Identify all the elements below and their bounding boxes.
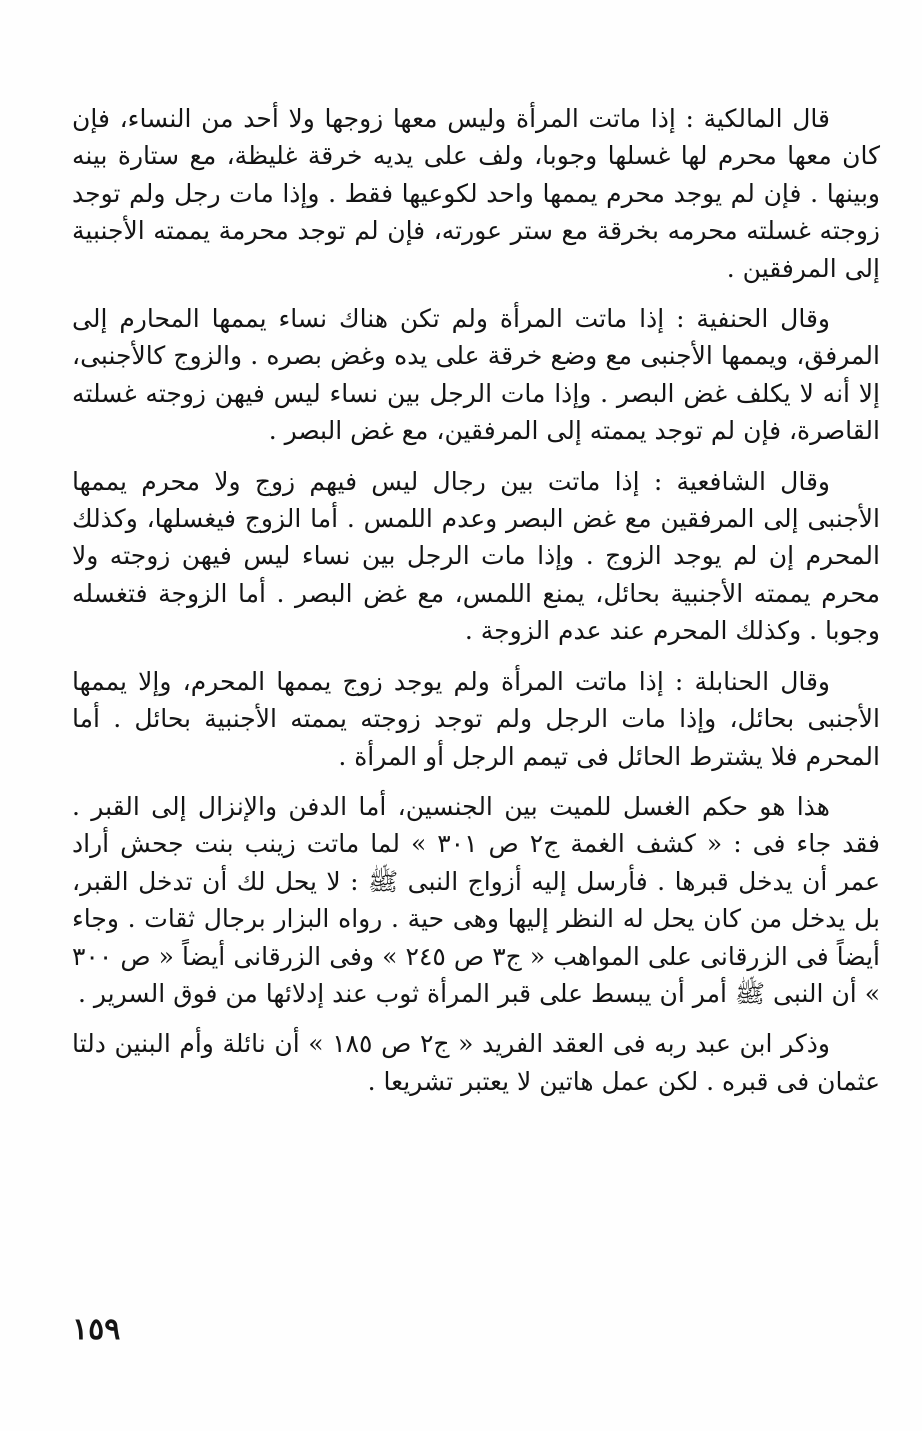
paragraph-malikiyya: قال المالكية : إذا ماتت المرأة وليس معها زوجها ولا أحد من النساء، فإن كان معها محرم لها غسلها وجوبا، ولف على يديه خرقة غليظة، مع ستارة بينه وبينها . فإن لم يوجد محرم يممها واحد لكوعيها فقط . وإذا مات رجل ولم توجد زوجته غسلته محرمه بخرقة مع ستر عورته، فإن لم توجد محرمة يممته الأجنبية إلى المرفقين . bbox=[72, 104, 880, 283]
paragraph-shafiiyya: وقال الشافعية : إذا ماتت بين رجال ليس فيهم زوج ولا محرم يممها الأجنبى إلى المرفقين مع غض البصر وعدم اللمس . أما الزوج فيغسلها، وكذلك المحرم إن لم يوجد الزوج . وإذا مات الرجل بين نساء ليس فيهن زوجته ولا محرم يممته الأجنبية بحائل، يمنع اللمس، مع غض البصر . أما الزوجة فتغسله وجوبا . وكذلك المحرم عند عدم الزوجة . bbox=[72, 466, 880, 646]
paragraph-iqd-farid: وذكر ابن عبد ربه فى العقد الفريد « ج٢ ص ١٨٥ » أن نائلة وأم البنين دلتا عثمان فى قبره . لكن عمل هاتين لا يعتبر تشريعا . bbox=[72, 1029, 880, 1096]
paragraph-hanabila: وقال الحنابلة : إذا ماتت المرأة ولم يوجد زوج يممها المحرم، وإلا يممها الأجنبى بحائل، وإذا مات الرجل ولم توجد زوجته يممته الأجنبية بحائل . أما المحرم فلا يشترط الحائل فى تيمم الرجل أو المرأة . bbox=[72, 666, 880, 771]
page-number: ١٥٩ bbox=[72, 1312, 121, 1347]
paragraph-burial-ruling: هذا هو حكم الغسل للميت بين الجنسين، أما الدفن والإنزال إلى القبر . فقد جاء فى : « كشف الغمة ج٢ ص ٣٠١ » لما ماتت زينب بنت جحش أراد عمر أن يدخل قبرها . فأرسل إليه أزواج النبى ﷺ : لا يحل لك أن تدخل القبر، بل يدخل من كان يحل له النظر إليها وهى حية . رواه البزار برجال ثقات . وجاء أيضاً فى الزرقانى على المواهب « ج٣ ص ٢٤٥ » وفى الزرقانى أيضاً « ص ٣٠٠ » أن النبى ﷺ أمر أن يبسط على قبر المرأة ثوب عند إدلائها من فوق السرير . bbox=[72, 791, 880, 1008]
body-text bbox=[72, 100, 880, 1113]
paragraph-hanafiyya: وقال الحنفية : إذا ماتت المرأة ولم تكن هناك نساء يممها المحارم إلى المرفق، ويممها الأجنبى مع وضع خرقة على يده وغض بصره . والزوج كالأجنبى، إلا أنه لا يكلف غض البصر . وإذا مات الرجل بين نساء ليس فيهن زوجته غسلته القاصرة، فإن لم توجد يممته إلى المرفقين، مع غض البصر . bbox=[72, 304, 880, 446]
